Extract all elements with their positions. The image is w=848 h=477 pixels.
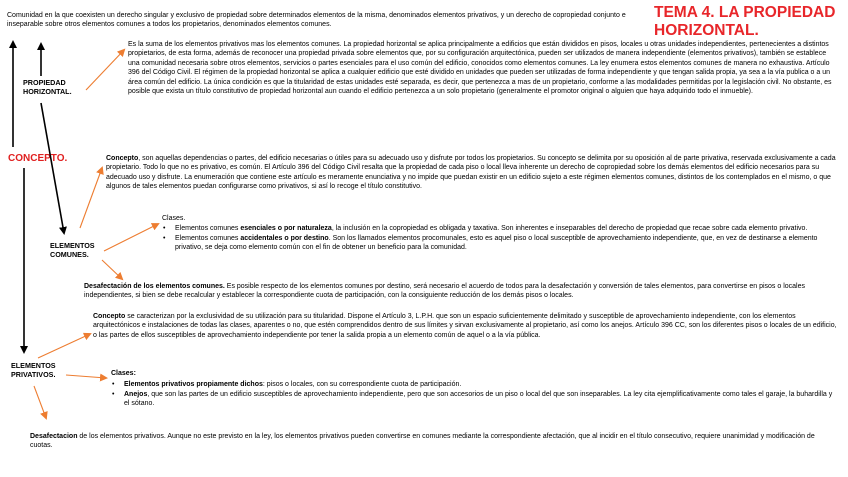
bullet-icon: • <box>163 225 166 233</box>
privativos-concepto-text: se caracterizan por la exclusividad de su utilización para su titularidad. Dispone el Artículo 3, L.P.H. que son un espacio suficientemente delimitado y susceptible de aprovechamiento independiente, con los elementos arquitectónicos e instalaciones de todas las clases, aparentes o no, que estén comprendidos dentro de sus límites y sirvan exclusivamente al propietario, así como los anejos. Artículo 396 CC, son los diferentes pisos o locales de un edificio, o las partes de ellos susceptibles de aprovechamiento independiente por tener la salida propia a un elemento común de aquel o a la vía pública. <box>93 313 837 339</box>
privativos-desafectacion-text: de los elementos privativos. Aunque no este previsto en la ley, los elementos privativos pueden convertirse en comunes mediante la correspondiente afectación, que al incidir en el título consecutivo, requiere unanimidad y modificación de cuotas. <box>30 433 815 450</box>
comunes-concepto-text: , son aquellas dependencias o partes, del edificio necesarias o útiles para su adecuado uso y disfrute por todos los propietarios. Su concepto se delimita por su oposición al de parte privativa, reservada exclusivamente a cada propietario. Todo lo que no es privativo, es común. El Artículo 396 del Código Civil resalta que la propiedad de cada piso o local lleva inherente un derecho de copropiedad sobre los demás elementos del edificio necesarios para su adecuado uso y disfrute. La enumeración que contiene este artículo es meramente enunciativa y no impide que puedan existir en un edificio sujeto a este régimen elementos comunes, distintos de los contemplados en el mismo, o que algunos de tales elementos puedan configurarse como privativos, si así lo recoge el título constitutivo. <box>106 155 836 191</box>
label-elementos-comunes: ELEMENTOS COMUNES. <box>50 241 95 260</box>
arrow-privativos-concepto <box>38 334 90 358</box>
list-item: • Anejos, que son las partes de un edificio susceptibles de aprovechamiento independiente, pero que son accesorios de un piso o local del que son inseparables. La ley cita ejemplificativamente como tales el garaje, la buhardilla y el sótano. <box>112 390 833 408</box>
list-item: • Elementos comunes accidentales o por destino. Son los llamados elementos procomunales, esto es aquel piso o local susceptible de aprovechamiento independiente, que, en vez de destinarse a elemento privativo, se deja como elemento común con el fin de obtener un beneficio para la comunidad. <box>163 234 818 252</box>
intro-text: Comunidad en la que coexisten un derecho singular y exclusivo de propiedad sobre determinados elementos de la misma, denominados elementos privativos, y un derecho de copropiedad conjunto e inseparable sobre otros elementos comunes a todos los propietarios, denominados elementos comunes. <box>7 12 626 29</box>
label-elementos-privativos: ELEMENTOS PRIVATIVOS. <box>11 361 56 380</box>
arrow-ph-text <box>86 50 124 90</box>
list-item: • Elementos privativos propiamente dichos: pisos o locales, con su correspondiente cuota de participación. <box>112 381 462 389</box>
comunes-desafectacion-label: Desafectación de los elementos comunes. <box>84 283 225 290</box>
arrow-privativos-desafectacion <box>34 386 46 418</box>
bullet-icon: • <box>112 381 115 389</box>
privativos-desafectacion-label: Desafectacion <box>30 433 78 440</box>
arrow-comunes-desafectacion <box>102 260 122 279</box>
propiedad-horizontal-text: Es la suma de los elementos privativos mas los elementos comunes. La propiedad horizontal se aplica principalmente a edificios que están divididos en pisos, locales u otras unidades independientes, pertenecientes a distintos propietarios, de esta forma, además de reconocer una propiedad privada sobre elementos que, por su configuración arquitectónica, pueden ser utilizados de manera independiente (elementos privativos), también se establece una comunidad necesaria sobre otros elementos, servicios o partes esenciales para el uso común del edificio, conocidos como elementos comunes. La ley enumera estos elementos comunes de manera no exhaustiva. Artículo 396 del Código Civil. El régimen de la propiedad horizontal se aplica a cualquier edificio que esté dividido en unidades que pueden ser utilizadas de forma independiente y que tengan salida propia, ya sea a la vía publica o a un área común del edificio. La única condición es que la titularidad de estas unidades esté separada, es decir, que pertenezca a mas de un propietario, conforme a las modalidades permitidas por la legislación civil. No obstante, es posible que exista un título constitutivo de propiedad horizontal aun cuando el edificio pertenezca a un solo propietario (generalmente el promotor original o alguien que haya adquirido todo el inmueble). <box>128 41 832 96</box>
privativos-clases-label: Clases: <box>111 370 136 377</box>
label-concepto: CONCEPTO. <box>8 153 68 164</box>
bullet-icon: • <box>112 390 115 398</box>
arrow-comunes-clases <box>104 224 158 251</box>
arrow-comunes-concepto <box>80 168 102 228</box>
comunes-clases-label: Clases. <box>162 215 186 222</box>
arrow-ph-down <box>41 103 64 233</box>
label-propiedad-horizontal: PROPIEDAD HORIZONTAL. <box>23 78 72 97</box>
page-title: TEMA 4. LA PROPIEDAD HORIZONTAL. <box>654 4 836 39</box>
privativos-concepto-label: Concepto <box>93 313 126 320</box>
bullet-icon: • <box>163 234 166 242</box>
comunes-desafectacion-text: Es posible respecto de los elementos comunes por destino, será necesario el acuerdo de todos para la desafectación y conversión de tales elementos, para convertirse en pisos o locales independientes, si bien se debe recalcular y establecer la correspondiente cuota de participación, con la consiguiente reducción de los demás pisos o locales. <box>84 283 805 300</box>
arrow-privativos-clases <box>66 375 106 378</box>
comunes-concepto-label: Concepto <box>106 155 139 162</box>
list-item: • Elementos comunes esenciales o por naturaleza, la inclusión en la copropiedad es obligada y taxativa. Son inherentes e inseparables del derecho de propiedad que recae sobre cada elemento privativo. <box>163 225 808 233</box>
